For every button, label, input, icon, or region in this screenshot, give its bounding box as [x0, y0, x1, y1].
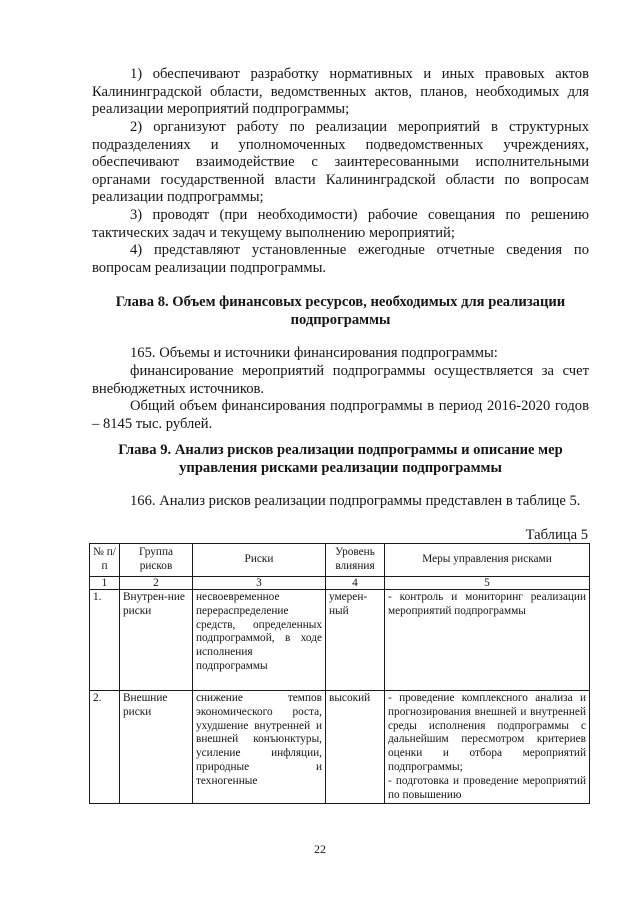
- header-cell-measures: Меры управления рисками: [385, 544, 590, 577]
- chapter-9-paragraph-1: 166. Анализ рисков реализации подпрограммы представлен в таблице 5.: [130, 493, 581, 509]
- column-number-cell: 1: [90, 577, 120, 590]
- chapter-8-paragraph-3: Общий объем финансирования подпрограммы в период 2016-2020 годов – 8145 тыс. рублей.: [92, 398, 589, 432]
- row-number-cell: 2.: [90, 691, 120, 804]
- header-cell-level: Уровень влияния: [326, 544, 385, 577]
- impact-level-cell: высокий: [326, 691, 385, 804]
- header-cell-risks: Риски: [193, 544, 326, 577]
- measure-item: - подготовка и проведение мероприятий по повышению: [388, 774, 586, 801]
- column-number-cell: 3: [193, 577, 326, 590]
- risks-cell: несвоевременное перераспределение средств, определенных подпрограммой, в ходе исполнения подпрограммы: [193, 590, 326, 691]
- chapter-8-paragraph-1: 165. Объемы и источники финансирования подпрограммы:: [130, 345, 498, 361]
- column-number-cell: 5: [385, 577, 590, 590]
- table-caption: Таблица 5: [525, 527, 588, 543]
- table-header-row: [90, 544, 590, 577]
- table-row: [90, 691, 590, 804]
- page-number: 22: [314, 842, 326, 856]
- column-number-cell: 2: [120, 577, 193, 590]
- measure-item: - проведение комплексного анализа и прогнозирования внешней и внутренней среды исполнения подпрограммы с дальнейшим пересмотром критериев оценки и отбора мероприятий подпрограммы;: [388, 692, 586, 773]
- measures-cell: [385, 691, 590, 804]
- paragraph-item-1: 1) обеспечивают разработку нормативных и иных правовых актов Калининградской области, ведомственных актов, планов, необходимых для реализации мероприятий подпрограммы;: [92, 66, 589, 118]
- measures-cell: - контроль и мониторинг реализации мероприятий подпрограммы: [385, 590, 590, 691]
- risk-table: [89, 543, 590, 804]
- header-cell-number: № п/п: [90, 544, 120, 577]
- column-number-row: [90, 577, 590, 590]
- chapter-9-heading: Глава 9. Анализ рисков реализации подпрограммы и описание мер управления рисками реализации подпрограммы: [118, 442, 563, 476]
- risk-group-cell: Внутрен-ние риски: [120, 590, 193, 691]
- table-row: [90, 590, 590, 691]
- risk-group-cell: Внешние риски: [120, 691, 193, 804]
- paragraph-item-2: 2) организуют работу по реализации мероприятий в структурных подразделениях и уполномоченных подведомственных учреждениях, обеспечивают взаимодействие с заинтересованными исполнительными органами государственной власти Калининградской области по вопросам реализации подпрограммы;: [92, 119, 589, 206]
- row-number-cell: 1.: [90, 590, 120, 691]
- paragraph-item-3: 3) проводят (при необходимости) рабочие совещания по решению тактических задач и текущему выполнению мероприятий;: [92, 207, 589, 241]
- chapter-8-heading: Глава 8. Объем финансовых ресурсов, необходимых для реализации подпрограммы: [115, 294, 566, 328]
- header-cell-group: Группа рисков: [120, 544, 193, 577]
- risks-cell: снижение темпов экономического роста, ухудшение внутренней и внешней конъюнктуры, усиление инфляции, природные и техногенные: [193, 691, 326, 804]
- column-number-cell: 4: [326, 577, 385, 590]
- paragraph-item-4: 4) представляют установленные ежегодные отчетные сведения по вопросам реализации подпрограммы.: [92, 242, 589, 276]
- chapter-8-paragraph-2: финансирование мероприятий подпрограммы осуществляется за счет внебюджетных источников.: [92, 363, 589, 397]
- impact-level-cell: умерен-ный: [326, 590, 385, 691]
